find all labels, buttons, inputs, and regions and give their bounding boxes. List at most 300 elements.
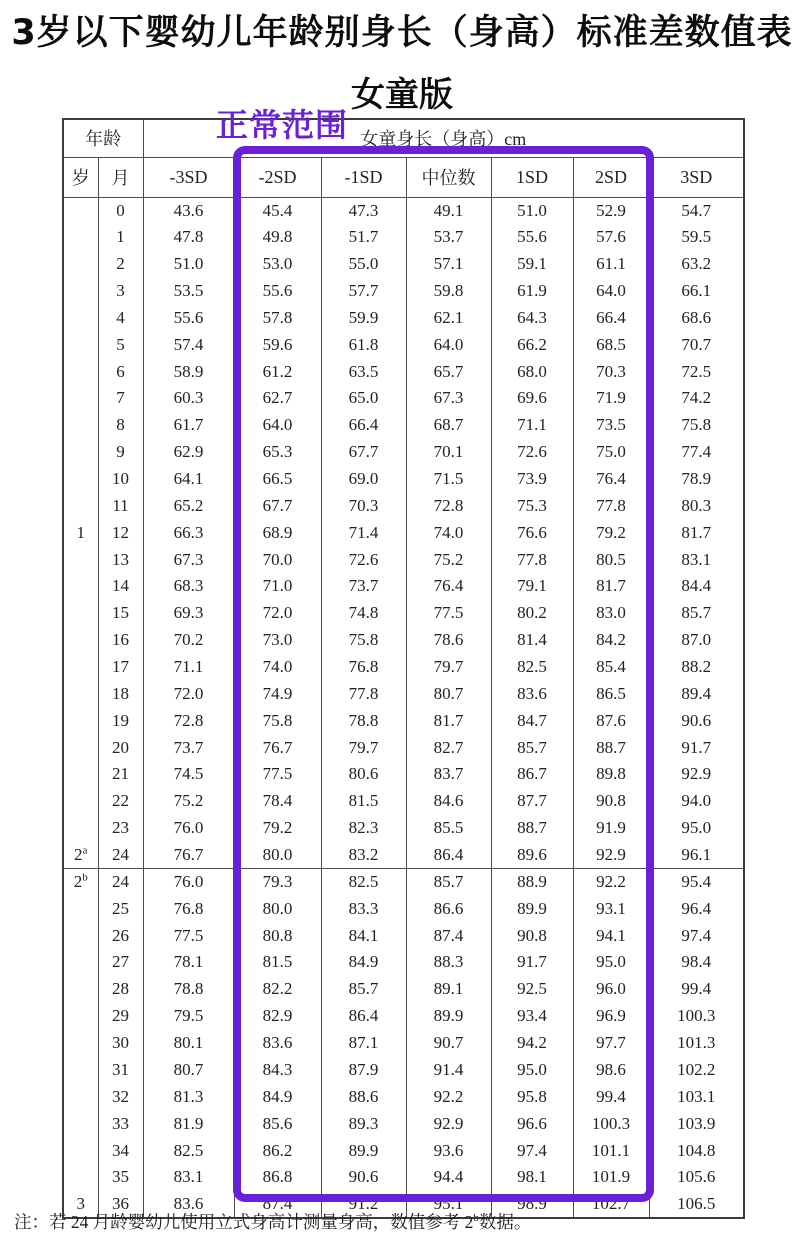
header-row-columns	[63, 157, 744, 197]
year-cell	[63, 922, 98, 949]
value-cell: 96.6	[491, 1110, 573, 1137]
value-cell: 72.8	[143, 707, 234, 734]
value-cell: 89.1	[406, 976, 491, 1003]
month-cell: 14	[98, 573, 143, 600]
value-cell: 69.0	[321, 466, 406, 493]
month-cell: 4	[98, 304, 143, 331]
month-cell: 16	[98, 627, 143, 654]
value-cell: 79.2	[234, 815, 321, 842]
table-row	[63, 546, 744, 573]
value-cell: 65.3	[234, 439, 321, 466]
value-cell: 91.4	[406, 1057, 491, 1084]
value-cell: 59.8	[406, 278, 491, 305]
value-cell: 75.8	[321, 627, 406, 654]
table-row	[63, 519, 744, 546]
table-row	[63, 680, 744, 707]
value-cell: 79.2	[573, 519, 649, 546]
value-cell: 75.2	[406, 546, 491, 573]
value-cell: 75.3	[491, 492, 573, 519]
value-cell: 79.5	[143, 1003, 234, 1030]
value-cell: 60.3	[143, 385, 234, 412]
value-cell: 93.1	[573, 895, 649, 922]
value-cell: 72.5	[649, 358, 744, 385]
value-cell: 71.5	[406, 466, 491, 493]
value-cell: 90.8	[491, 922, 573, 949]
value-cell: 70.7	[649, 331, 744, 358]
value-cell: 80.3	[649, 492, 744, 519]
value-cell: 63.2	[649, 251, 744, 278]
footnote	[14, 1209, 531, 1234]
value-cell: 80.7	[143, 1057, 234, 1084]
value-cell: 72.8	[406, 492, 491, 519]
table-row	[63, 976, 744, 1003]
value-cell: 77.8	[573, 492, 649, 519]
column-header-sd: -2SD	[234, 157, 321, 197]
value-cell: 98.6	[573, 1057, 649, 1084]
value-cell: 81.7	[406, 707, 491, 734]
value-cell: 76.7	[234, 734, 321, 761]
value-cell: 87.0	[649, 627, 744, 654]
value-cell: 88.7	[491, 815, 573, 842]
month-cell: 17	[98, 654, 143, 681]
month-cell: 29	[98, 1003, 143, 1030]
value-cell: 98.4	[649, 949, 744, 976]
value-cell: 92.9	[406, 1110, 491, 1137]
value-cell: 75.8	[234, 707, 321, 734]
value-cell: 57.6	[573, 224, 649, 251]
table-row	[63, 1137, 744, 1164]
value-cell: 85.7	[649, 600, 744, 627]
year-cell	[63, 707, 98, 734]
value-cell: 96.9	[573, 1003, 649, 1030]
table-row	[63, 600, 744, 627]
year-cell	[63, 761, 98, 788]
table-row	[63, 895, 744, 922]
value-cell: 81.4	[491, 627, 573, 654]
value-cell: 80.6	[321, 761, 406, 788]
value-cell: 61.7	[143, 412, 234, 439]
month-cell: 28	[98, 976, 143, 1003]
month-cell: 6	[98, 358, 143, 385]
value-cell: 92.5	[491, 976, 573, 1003]
value-cell: 83.6	[143, 1191, 234, 1218]
value-cell: 75.8	[649, 412, 744, 439]
value-cell: 79.7	[321, 734, 406, 761]
value-cell: 61.8	[321, 331, 406, 358]
value-cell: 84.7	[491, 707, 573, 734]
value-cell: 68.3	[143, 573, 234, 600]
year-cell	[63, 976, 98, 1003]
value-cell: 86.5	[573, 680, 649, 707]
value-cell: 64.0	[234, 412, 321, 439]
value-cell: 81.5	[234, 949, 321, 976]
value-cell: 76.4	[406, 573, 491, 600]
table-row	[63, 439, 744, 466]
value-cell: 105.6	[649, 1164, 744, 1191]
table-row	[63, 868, 744, 895]
table-row	[63, 197, 744, 224]
value-cell: 73.7	[143, 734, 234, 761]
value-cell: 85.5	[406, 815, 491, 842]
value-cell: 87.4	[406, 922, 491, 949]
month-cell: 27	[98, 949, 143, 976]
value-cell: 71.0	[234, 573, 321, 600]
value-cell: 55.6	[491, 224, 573, 251]
table-row	[63, 761, 744, 788]
table-row	[63, 1083, 744, 1110]
value-cell: 80.7	[406, 680, 491, 707]
header-row-groups	[63, 119, 744, 157]
value-cell: 89.9	[321, 1137, 406, 1164]
value-cell: 76.0	[143, 815, 234, 842]
month-cell: 10	[98, 466, 143, 493]
month-cell: 33	[98, 1110, 143, 1137]
value-cell: 79.3	[234, 868, 321, 895]
value-cell: 53.7	[406, 224, 491, 251]
value-cell: 87.9	[321, 1057, 406, 1084]
value-cell: 64.3	[491, 304, 573, 331]
value-cell: 67.3	[406, 385, 491, 412]
year-cell	[63, 1030, 98, 1057]
value-cell: 78.1	[143, 949, 234, 976]
value-cell: 89.3	[321, 1110, 406, 1137]
value-cell: 43.6	[143, 197, 234, 224]
value-cell: 84.2	[573, 627, 649, 654]
value-cell: 95.4	[649, 868, 744, 895]
value-cell: 55.6	[143, 304, 234, 331]
year-cell	[63, 680, 98, 707]
value-cell: 96.4	[649, 895, 744, 922]
table-row	[63, 788, 744, 815]
value-cell: 71.9	[573, 385, 649, 412]
value-cell: 91.7	[649, 734, 744, 761]
value-cell: 94.2	[491, 1030, 573, 1057]
value-cell: 59.6	[234, 331, 321, 358]
month-cell: 24	[98, 868, 143, 895]
year-cell	[63, 788, 98, 815]
year-cell	[63, 251, 98, 278]
value-cell: 81.7	[573, 573, 649, 600]
value-cell: 74.2	[649, 385, 744, 412]
value-cell: 89.4	[649, 680, 744, 707]
footnote-text-end: 数据。	[478, 1212, 532, 1232]
value-cell: 70.0	[234, 546, 321, 573]
month-cell: 8	[98, 412, 143, 439]
month-cell: 32	[98, 1083, 143, 1110]
value-cell: 68.7	[406, 412, 491, 439]
month-cell: 15	[98, 600, 143, 627]
year-cell	[63, 627, 98, 654]
value-cell: 68.6	[649, 304, 744, 331]
value-cell: 80.2	[491, 600, 573, 627]
value-cell: 66.2	[491, 331, 573, 358]
value-cell: 87.7	[491, 788, 573, 815]
value-cell: 78.8	[143, 976, 234, 1003]
value-cell: 82.9	[234, 1003, 321, 1030]
value-cell: 71.1	[143, 654, 234, 681]
value-cell: 66.4	[573, 304, 649, 331]
table-row	[63, 1057, 744, 1084]
table-row	[63, 331, 744, 358]
value-cell: 101.9	[573, 1164, 649, 1191]
value-cell: 83.1	[143, 1164, 234, 1191]
table-row	[63, 815, 744, 842]
value-cell: 92.9	[649, 761, 744, 788]
year-cell	[63, 815, 98, 842]
value-cell: 51.0	[491, 197, 573, 224]
value-cell: 88.7	[573, 734, 649, 761]
value-cell: 83.0	[573, 600, 649, 627]
table-row	[63, 304, 744, 331]
month-cell: 9	[98, 439, 143, 466]
value-cell: 92.2	[406, 1083, 491, 1110]
value-cell: 96.1	[649, 842, 744, 869]
value-cell: 90.7	[406, 1030, 491, 1057]
value-cell: 95.1	[406, 1191, 491, 1218]
value-cell: 61.1	[573, 251, 649, 278]
value-cell: 80.0	[234, 842, 321, 869]
page-title: 3岁以下婴幼儿年龄别身长（身高）标准差数值表	[11, 13, 793, 53]
value-cell: 84.9	[321, 949, 406, 976]
value-cell: 89.9	[491, 895, 573, 922]
value-cell: 89.6	[491, 842, 573, 869]
value-cell: 88.6	[321, 1083, 406, 1110]
year-cell	[63, 1110, 98, 1137]
value-cell: 106.5	[649, 1191, 744, 1218]
value-cell: 73.9	[491, 466, 573, 493]
table-row	[63, 1003, 744, 1030]
year-cell	[63, 1083, 98, 1110]
year-cell	[63, 412, 98, 439]
value-cell: 82.7	[406, 734, 491, 761]
year-cell	[63, 466, 98, 493]
value-cell: 69.6	[491, 385, 573, 412]
value-cell: 97.7	[573, 1030, 649, 1057]
value-cell: 95.0	[573, 949, 649, 976]
value-cell: 64.0	[573, 278, 649, 305]
value-cell: 89.8	[573, 761, 649, 788]
year-cell	[63, 358, 98, 385]
value-cell: 81.9	[143, 1110, 234, 1137]
value-cell: 96.0	[573, 976, 649, 1003]
value-cell: 81.5	[321, 788, 406, 815]
value-cell: 66.1	[649, 278, 744, 305]
value-cell: 65.7	[406, 358, 491, 385]
value-cell: 82.5	[143, 1137, 234, 1164]
value-cell: 94.1	[573, 922, 649, 949]
month-cell: 21	[98, 761, 143, 788]
value-cell: 82.3	[321, 815, 406, 842]
value-cell: 100.3	[573, 1110, 649, 1137]
year-cell: 1	[63, 519, 98, 546]
year-cell	[63, 1003, 98, 1030]
year-cell: 2$^a$	[63, 842, 98, 869]
value-cell: 101.3	[649, 1030, 744, 1057]
value-cell: 47.8	[143, 224, 234, 251]
table-row	[63, 922, 744, 949]
value-cell: 61.9	[491, 278, 573, 305]
table-row	[63, 412, 744, 439]
month-cell: 19	[98, 707, 143, 734]
table-row	[63, 466, 744, 493]
value-cell: 49.8	[234, 224, 321, 251]
month-cell: 3	[98, 278, 143, 305]
table-row	[63, 358, 744, 385]
value-cell: 85.7	[491, 734, 573, 761]
table-row	[63, 1110, 744, 1137]
month-cell: 35	[98, 1164, 143, 1191]
value-cell: 86.7	[491, 761, 573, 788]
year-cell	[63, 573, 98, 600]
value-cell: 74.9	[234, 680, 321, 707]
month-cell: 20	[98, 734, 143, 761]
year-cell	[63, 197, 98, 224]
value-cell: 67.7	[321, 439, 406, 466]
value-cell: 62.1	[406, 304, 491, 331]
table-row	[63, 492, 744, 519]
value-cell: 63.5	[321, 358, 406, 385]
month-cell: 26	[98, 922, 143, 949]
table-row	[63, 278, 744, 305]
month-cell: 0	[98, 197, 143, 224]
value-cell: 101.1	[573, 1137, 649, 1164]
value-cell: 84.4	[649, 573, 744, 600]
value-cell: 98.9	[491, 1191, 573, 1218]
value-cell: 71.1	[491, 412, 573, 439]
value-cell: 84.1	[321, 922, 406, 949]
table-row	[63, 224, 744, 251]
year-cell	[63, 600, 98, 627]
value-cell: 73.5	[573, 412, 649, 439]
value-cell: 68.9	[234, 519, 321, 546]
value-cell: 76.6	[491, 519, 573, 546]
year-cell	[63, 224, 98, 251]
value-cell: 102.7	[573, 1191, 649, 1218]
value-cell: 80.0	[234, 895, 321, 922]
column-header-year: 岁	[63, 157, 98, 197]
table-row	[63, 251, 744, 278]
year-cell	[63, 304, 98, 331]
value-cell: 77.5	[234, 761, 321, 788]
value-cell: 72.6	[321, 546, 406, 573]
value-cell: 82.5	[491, 654, 573, 681]
value-cell: 95.0	[649, 815, 744, 842]
value-cell: 77.8	[321, 680, 406, 707]
value-cell: 81.3	[143, 1083, 234, 1110]
table-row	[63, 654, 744, 681]
value-cell: 70.3	[321, 492, 406, 519]
table-row	[63, 627, 744, 654]
value-cell: 72.6	[491, 439, 573, 466]
value-cell: 98.1	[491, 1164, 573, 1191]
month-cell: 18	[98, 680, 143, 707]
year-cell	[63, 331, 98, 358]
value-cell: 86.4	[406, 842, 491, 869]
month-cell: 34	[98, 1137, 143, 1164]
value-cell: 83.7	[406, 761, 491, 788]
table-row	[63, 1164, 744, 1191]
value-cell: 91.2	[321, 1191, 406, 1218]
month-cell: 36	[98, 1191, 143, 1218]
value-cell: 47.3	[321, 197, 406, 224]
value-cell: 81.7	[649, 519, 744, 546]
value-cell: 97.4	[649, 922, 744, 949]
value-cell: 59.9	[321, 304, 406, 331]
value-cell: 70.2	[143, 627, 234, 654]
year-cell	[63, 1057, 98, 1084]
year-cell	[63, 1137, 98, 1164]
year-cell	[63, 546, 98, 573]
month-cell: 23	[98, 815, 143, 842]
value-cell: 91.9	[573, 815, 649, 842]
value-cell: 95.0	[491, 1057, 573, 1084]
value-cell: 64.0	[406, 331, 491, 358]
value-cell: 95.8	[491, 1083, 573, 1110]
value-cell: 94.0	[649, 788, 744, 815]
value-cell: 68.0	[491, 358, 573, 385]
value-cell: 67.3	[143, 546, 234, 573]
value-cell: 66.3	[143, 519, 234, 546]
value-cell: 91.7	[491, 949, 573, 976]
value-cell: 88.9	[491, 868, 573, 895]
year-cell	[63, 385, 98, 412]
month-cell: 11	[98, 492, 143, 519]
value-cell: 86.2	[234, 1137, 321, 1164]
value-cell: 77.4	[649, 439, 744, 466]
value-cell: 80.1	[143, 1030, 234, 1057]
value-cell: 49.1	[406, 197, 491, 224]
value-cell: 84.6	[406, 788, 491, 815]
year-superscript: b	[82, 871, 88, 884]
year-cell	[63, 895, 98, 922]
value-cell: 51.7	[321, 224, 406, 251]
value-cell: 70.1	[406, 439, 491, 466]
value-cell: 86.8	[234, 1164, 321, 1191]
age-group-header: 年龄	[63, 119, 143, 157]
year-superscript: a	[82, 844, 88, 857]
value-cell: 52.9	[573, 197, 649, 224]
column-header-sd: -3SD	[143, 157, 234, 197]
year-cell	[63, 278, 98, 305]
value-cell: 79.7	[406, 654, 491, 681]
month-cell: 12	[98, 519, 143, 546]
value-cell: 82.2	[234, 976, 321, 1003]
length-group-header: 女童身长（身高）cm	[143, 119, 744, 157]
value-cell: 78.4	[234, 788, 321, 815]
value-cell: 76.4	[573, 466, 649, 493]
value-cell: 75.2	[143, 788, 234, 815]
column-header-sd: 2SD	[573, 157, 649, 197]
value-cell: 86.6	[406, 895, 491, 922]
value-cell: 59.5	[649, 224, 744, 251]
value-cell: 69.3	[143, 600, 234, 627]
value-cell: 53.5	[143, 278, 234, 305]
table-row	[63, 734, 744, 761]
value-cell: 57.7	[321, 278, 406, 305]
value-cell: 80.8	[234, 922, 321, 949]
value-cell: 88.2	[649, 654, 744, 681]
value-cell: 90.6	[321, 1164, 406, 1191]
value-cell: 65.0	[321, 385, 406, 412]
value-cell: 84.3	[234, 1057, 321, 1084]
value-cell: 70.3	[573, 358, 649, 385]
value-cell: 55.0	[321, 251, 406, 278]
table-body	[63, 197, 744, 1218]
value-cell: 85.7	[321, 976, 406, 1003]
column-header-median: 中位数	[406, 157, 491, 197]
value-cell: 87.6	[573, 707, 649, 734]
value-cell: 57.4	[143, 331, 234, 358]
